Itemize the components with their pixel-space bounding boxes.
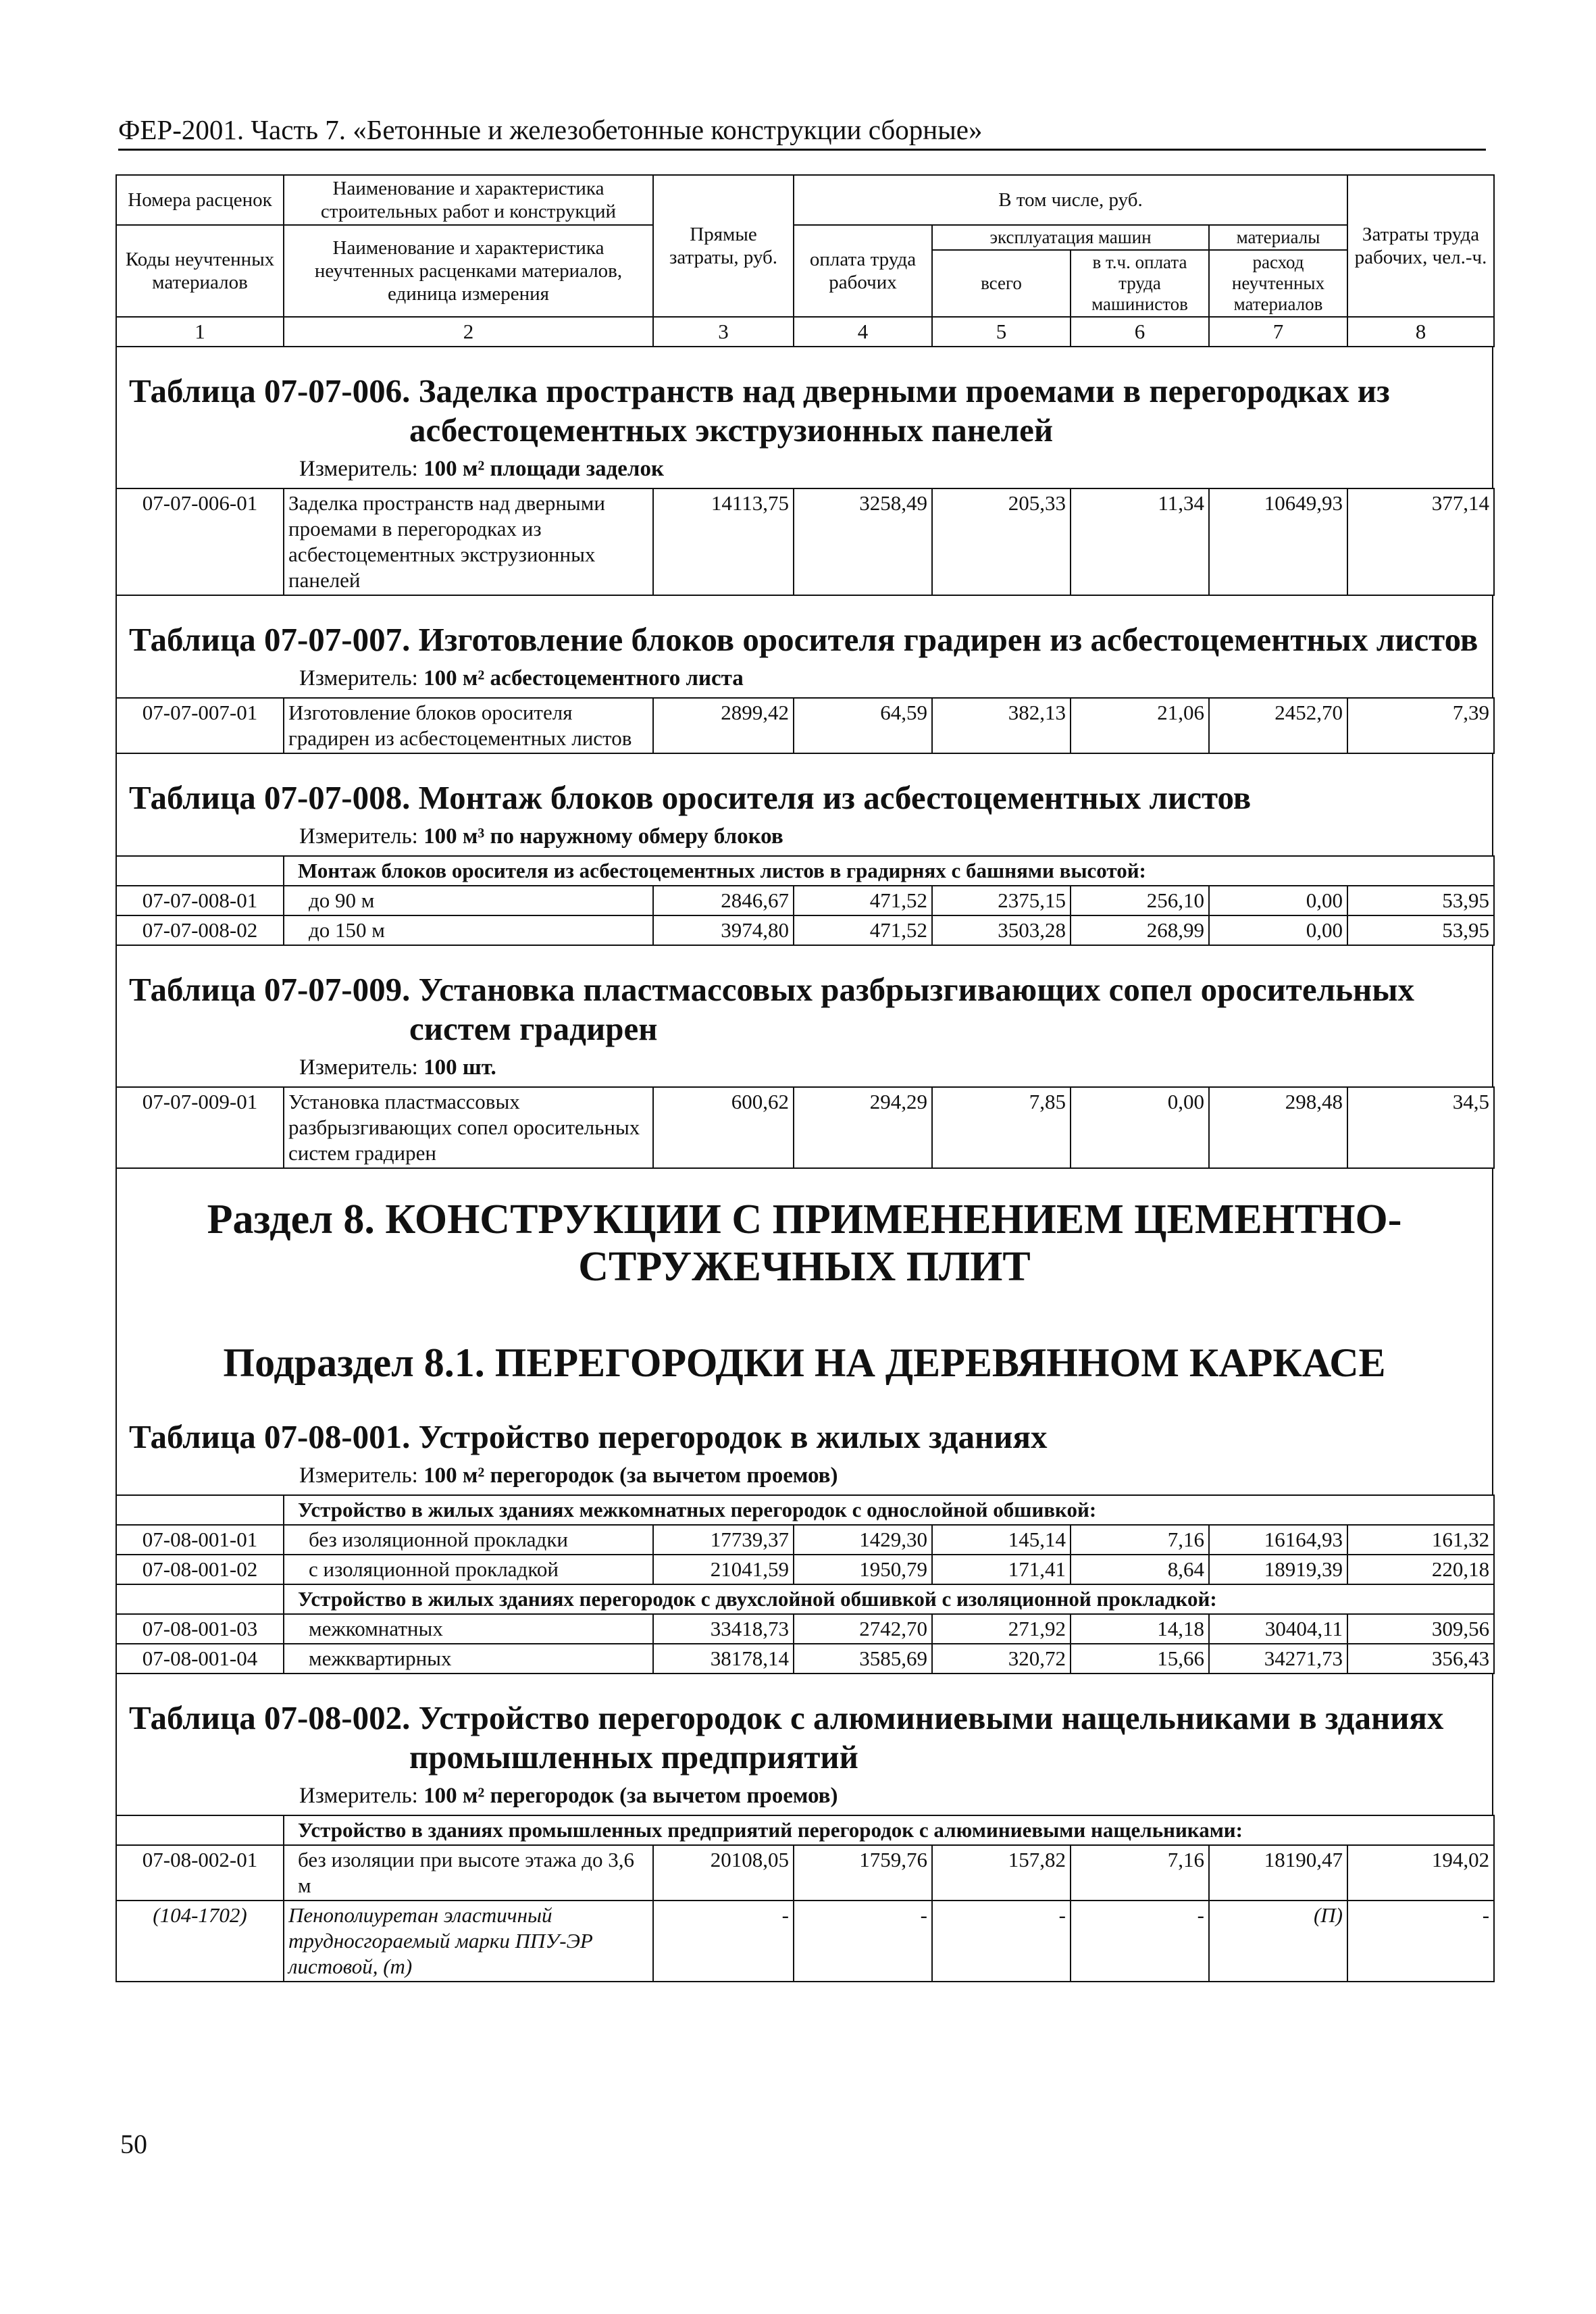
rate-code: 07-07-008-01 [116, 886, 284, 915]
direct-costs-cell: 14113,75 [653, 488, 794, 595]
header-materials: материалы [1209, 225, 1347, 250]
rate-table-07-07-009 [115, 1086, 1495, 1169]
table-title-07-07-008: Таблица 07-07-008. Монтаж блоков оросителя из асбестоцементных листов [129, 779, 1252, 816]
direct-costs-cell: 38178,14 [653, 1644, 794, 1674]
materials-cell: 30404,11 [1209, 1614, 1347, 1644]
table-row [116, 886, 1494, 915]
column-header-table [115, 174, 1495, 347]
materials-cell: 18190,47 [1209, 1845, 1347, 1901]
machines-cell: 3503,28 [932, 915, 1071, 945]
header-work-name: Наименование и характеристика строительных работ и конструкций [284, 175, 653, 225]
rate-code: 07-07-006-01 [116, 488, 284, 595]
rate-table-07-07-008 [115, 855, 1495, 946]
wage-cell: 1429,30 [794, 1525, 932, 1555]
header-codes: Коды неучтенных материалов [116, 225, 284, 317]
machines-cell: 7,85 [932, 1087, 1071, 1168]
wage-cell: 1759,76 [794, 1845, 932, 1901]
work-description: до 150 м [284, 915, 653, 945]
section-title: Раздел 8. КОНСТРУКЦИИ С ПРИМЕНЕНИЕМ ЦЕМЕНТНО- СТРУЖЕЧНЫХ ПЛИТ [207, 1197, 1402, 1290]
wage-cell: 471,52 [794, 915, 932, 945]
labor-cell: 377,14 [1347, 488, 1494, 595]
machinist-wage-cell: 0,00 [1071, 1087, 1209, 1168]
wage-cell: 3585,69 [794, 1644, 932, 1674]
table-title-07-07-007: Таблица 07-07-007. Изготовление блоков оросителя градирен из асбестоцементных листов [129, 621, 1478, 658]
work-description: без изоляционной прокладки [284, 1525, 653, 1555]
wage-cell: 471,52 [794, 886, 932, 915]
wage-cell: 294,29 [794, 1087, 932, 1168]
machinist-wage-cell: 15,66 [1071, 1644, 1209, 1674]
materials-cell: 0,00 [1209, 915, 1347, 945]
direct-costs-cell: - [653, 1901, 794, 1982]
wage-cell: - [794, 1901, 932, 1982]
table-title-07-07-006: Таблица 07-07-006. Заделка пространств над дверными проемами в перегородках из асбестоцементных экструзионных панелей [129, 372, 1390, 449]
direct-costs-cell: 3974,80 [653, 915, 794, 945]
header-direct-costs: Прямые затраты, руб. [653, 175, 794, 317]
wage-cell: 2742,70 [794, 1614, 932, 1644]
header-labor: Затраты труда рабочих, чел.-ч. [1347, 175, 1494, 317]
group-heading: Монтаж блоков оросителя из асбестоцементных листов в градирнях с башнями высотой: [284, 856, 1494, 886]
group-heading: Устройство в зданиях промышленных предприятий перегородок с алюминиевыми нащельниками: [284, 1815, 1494, 1845]
work-description: межкомнатных [284, 1614, 653, 1644]
direct-costs-cell: 2899,42 [653, 698, 794, 753]
labor-cell: 161,32 [1347, 1525, 1494, 1555]
rate-table-07-07-007 [115, 697, 1495, 754]
header-including: В том числе, руб. [794, 175, 1347, 225]
direct-costs-cell: 20108,05 [653, 1845, 794, 1901]
labor-cell: 53,95 [1347, 886, 1494, 915]
rate-code: 07-08-001-02 [116, 1555, 284, 1584]
work-description: до 90 м [284, 886, 653, 915]
machines-cell: 157,82 [932, 1845, 1071, 1901]
rate-code: 07-07-007-01 [116, 698, 284, 753]
materials-cell: 18919,39 [1209, 1555, 1347, 1584]
header-materials-unaccounted: расход неучтенных материалов [1209, 250, 1347, 317]
document-body [115, 174, 1493, 1982]
work-description: без изоляции при высоте этажа до 3,6 м [284, 1845, 653, 1901]
direct-costs-cell: 600,62 [653, 1087, 794, 1168]
machinist-wage-cell: 7,16 [1071, 1525, 1209, 1555]
table-row [116, 488, 1494, 595]
work-description: Установка пластмассовых разбрызгивающих сопел оросительных систем градирен [284, 1087, 653, 1168]
page-number: 50 [120, 2129, 147, 2159]
machinist-wage-cell: - [1071, 1901, 1209, 1982]
table-row [116, 1525, 1494, 1555]
header-rate-numbers: Номера расценок [116, 175, 284, 225]
table-row [116, 1614, 1494, 1644]
materials-cell: (П) [1209, 1901, 1347, 1982]
column-number: 2 [284, 317, 653, 347]
machines-cell: 145,14 [932, 1525, 1071, 1555]
labor-cell: 7,39 [1347, 698, 1494, 753]
labor-cell: 53,95 [1347, 915, 1494, 945]
wage-cell: 1950,79 [794, 1555, 932, 1584]
rate-code: 07-07-008-02 [116, 915, 284, 945]
machinist-wage-cell: 21,06 [1071, 698, 1209, 753]
materials-cell: 16164,93 [1209, 1525, 1347, 1555]
table-title-07-08-002: Таблица 07-08-002. Устройство перегородок с алюминиевыми нащельниками в зданиях промышленных предприятий [129, 1699, 1444, 1776]
machinist-wage-cell: 256,10 [1071, 886, 1209, 915]
meter-07-08-002: Измеритель: 100 м² перегородок (за вычетом проемов) [299, 1784, 838, 1808]
work-description: Изготовление блоков оросителя градирен из асбестоцементных листов [284, 698, 653, 753]
running-header: ФЕР-2001. Часть 7. «Бетонные и железобетонные конструкции сборные» [118, 114, 1486, 151]
meter-07-07-006: Измеритель: 100 м² площади заделок [299, 457, 664, 481]
materials-cell: 2452,70 [1209, 698, 1347, 753]
column-number: 1 [116, 317, 284, 347]
labor-cell: 356,43 [1347, 1644, 1494, 1674]
rate-code: 07-07-009-01 [116, 1087, 284, 1168]
wage-cell: 3258,49 [794, 488, 932, 595]
direct-costs-cell: 33418,73 [653, 1614, 794, 1644]
materials-cell: 10649,93 [1209, 488, 1347, 595]
labor-cell: 220,18 [1347, 1555, 1494, 1584]
table-row [116, 1555, 1494, 1584]
header-material-name: Наименование и характеристика неучтенных расценками материалов, единица измерения [284, 225, 653, 317]
material-row [116, 1901, 1494, 1982]
machines-cell: 271,92 [932, 1614, 1071, 1644]
rate-code: 07-08-001-04 [116, 1644, 284, 1674]
header-machines: эксплуатация машин [932, 225, 1209, 250]
labor-cell: 194,02 [1347, 1845, 1494, 1901]
machinist-wage-cell: 14,18 [1071, 1614, 1209, 1644]
machinist-wage-cell: 268,99 [1071, 915, 1209, 945]
machinist-wage-cell: 7,16 [1071, 1845, 1209, 1901]
header-machinist-wage: в т.ч. оплата труда машинистов [1071, 250, 1209, 317]
table-title-07-08-001: Таблица 07-08-001. Устройство перегородок в жилых зданиях [129, 1418, 1048, 1455]
rate-table-07-07-006 [115, 488, 1495, 596]
subsection-title: Подраздел 8.1. ПЕРЕГОРОДКИ НА ДЕРЕВЯННОМ КАРКАСЕ [223, 1340, 1386, 1385]
column-number: 6 [1071, 317, 1209, 347]
table-row [116, 915, 1494, 945]
work-description: с изоляционной прокладкой [284, 1555, 653, 1584]
labor-cell: - [1347, 1901, 1494, 1982]
work-description: Заделка пространств над дверными проемами в перегородках из асбестоцементных экструзионных панелей [284, 488, 653, 595]
meter-07-07-007: Измеритель: 100 м² асбестоцементного листа [299, 666, 744, 690]
direct-costs-cell: 2846,67 [653, 886, 794, 915]
materials-cell: 298,48 [1209, 1087, 1347, 1168]
meter-07-07-008: Измеритель: 100 м³ по наружному обмеру блоков [299, 824, 783, 849]
machines-cell: 320,72 [932, 1644, 1071, 1674]
rate-code: 07-08-001-01 [116, 1525, 284, 1555]
table-title-07-07-009: Таблица 07-07-009. Установка пластмассовых разбрызгивающих сопел оросительных систем градирен [129, 971, 1415, 1047]
work-description: межквартирных [284, 1644, 653, 1674]
column-number: 7 [1209, 317, 1347, 347]
column-number: 5 [932, 317, 1071, 347]
rate-code: 07-08-001-03 [116, 1614, 284, 1644]
group-heading: Устройство в жилых зданиях межкомнатных перегородок с однослойной обшивкой: [284, 1495, 1494, 1525]
table-row [116, 1087, 1494, 1168]
table-row [116, 1644, 1494, 1674]
header-machines-total: всего [932, 250, 1071, 317]
machinist-wage-cell: 8,64 [1071, 1555, 1209, 1584]
machines-cell: - [932, 1901, 1071, 1982]
machines-cell: 171,41 [932, 1555, 1071, 1584]
rate-table-07-08-001 [115, 1494, 1495, 1674]
materials-cell: 34271,73 [1209, 1644, 1347, 1674]
direct-costs-cell: 17739,37 [653, 1525, 794, 1555]
labor-cell: 34,5 [1347, 1087, 1494, 1168]
material-description: Пенополиуретан эластичный трудносгораемый марки ППУ-ЭР листовой, (т) [284, 1901, 653, 1982]
group-heading: Устройство в жилых зданиях перегородок с двухслойной обшивкой с изоляционной прокладкой: [284, 1584, 1494, 1614]
machines-cell: 382,13 [932, 698, 1071, 753]
wage-cell: 64,59 [794, 698, 932, 753]
rate-table-07-08-002 [115, 1815, 1495, 1982]
table-row [116, 698, 1494, 753]
material-code: (104-1702) [116, 1901, 284, 1982]
column-number: 3 [653, 317, 794, 347]
machines-cell: 205,33 [932, 488, 1071, 595]
rate-code: 07-08-002-01 [116, 1845, 284, 1901]
machinist-wage-cell: 11,34 [1071, 488, 1209, 595]
materials-cell: 0,00 [1209, 886, 1347, 915]
column-number: 4 [794, 317, 932, 347]
labor-cell: 309,56 [1347, 1614, 1494, 1644]
meter-07-08-001: Измеритель: 100 м² перегородок (за вычетом проемов) [299, 1463, 838, 1488]
direct-costs-cell: 21041,59 [653, 1555, 794, 1584]
machines-cell: 2375,15 [932, 886, 1071, 915]
header-wage: оплата труда рабочих [794, 225, 932, 317]
table-row [116, 1845, 1494, 1901]
meter-07-07-009: Измеритель: 100 шт. [299, 1055, 496, 1080]
column-number: 8 [1347, 317, 1494, 347]
